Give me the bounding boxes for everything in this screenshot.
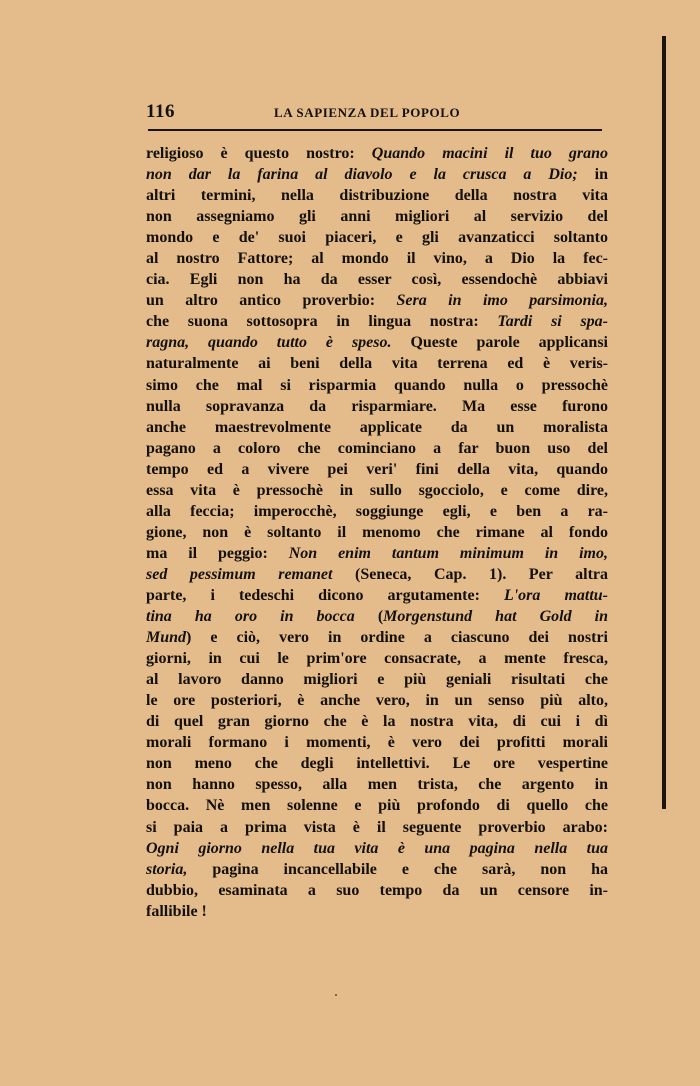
text-segment: ) e ciò, vero in ordine a ciascuno dei nostri [186,629,608,647]
text-segment: che suona sottosopra in lingua nostra: [146,313,498,331]
text-line [146,606,608,627]
text-segment: alla feccia; imperocchè, soggiunge egli, e ben a ra- [146,502,608,520]
text-segment: di quel gran giorno che è la nostra vita, di cui i dì [146,713,608,731]
text-line [146,185,608,206]
italic-segment: sed pessimum remanet [146,565,333,583]
text-line [146,648,608,669]
text-segment: non hanno spesso, alla men trista, che argento in [146,776,608,794]
text-segment: gione, non è soltanto il menomo che rimane al fondo [146,523,608,541]
text-line [146,774,608,795]
text-segment: naturalmente ai beni della vita terrena ed è veris- [146,355,608,373]
text-segment: le ore posteriori, è anche vero, in un senso più alto, [146,692,608,710]
text-line [146,417,608,438]
text-segment: nulla sopravanza da risparmiare. Ma esse furono [146,397,608,415]
text-line [146,901,608,922]
italic-segment: Ogni giorno nella tua vita è una pagina nella tua [146,839,608,857]
text-segment: bocca. Nè men solenne e più profondo di quello che [146,797,608,815]
text-line [146,353,608,374]
running-title: LA SAPIENZA DEL POPOLO [274,105,461,120]
text-segment: non meno che degli intellettivi. Le ore vespertine [146,755,608,773]
text-line [146,206,608,227]
text-segment: fallibile ! [146,902,207,920]
page-number: 116 [146,101,175,122]
text-segment: parte, i tedeschi dicono argutamente: [146,586,504,604]
text-line [146,311,608,332]
text-segment: religioso è questo nostro: [146,145,372,162]
page-edge-shadow [662,36,666,806]
text-segment: ( [354,608,384,626]
text-line [146,501,608,522]
text-line [146,227,608,248]
text-line [146,269,608,290]
text-line [146,375,608,396]
text-line [146,690,608,711]
text-line [146,164,608,185]
text-segment: Queste parole applicansi [391,334,609,352]
italic-segment: Quando macini il tuo grano [371,145,609,162]
text-line [146,753,608,774]
text-segment: ma il peggio: [146,544,289,562]
text-line [146,627,608,648]
italic-segment: Non enim tantum minimum in imo, [288,544,608,562]
text-line [146,564,608,585]
text-line [146,880,608,901]
page-speck [335,994,337,996]
text-line [146,669,608,690]
text-line [146,732,608,753]
italic-segment: Sera in imo parsimonia, [396,292,608,310]
text-segment: pagano a coloro che cominciano a far buon uso del [146,439,608,457]
text-line [146,396,608,417]
italic-segment: L'ora mattu- [503,586,609,604]
italic-segment: tina ha oro in bocca [146,608,355,626]
text-line [146,859,608,880]
text-line [146,480,608,501]
text-segment: dubbio, esaminata a suo tempo da un censore in- [146,881,608,899]
text-segment: mondo e de' suoi piaceri, e gli avanzaticci soltanto [146,229,608,247]
body-text [146,143,608,922]
text-line [146,438,608,459]
text-line [146,459,608,480]
text-line [146,795,608,816]
text-line [146,711,608,732]
italic-segment: ragna, quando tutto è speso. [146,334,392,352]
page-edge-mark [662,797,666,809]
text-segment: essa vita è pressochè in sullo sgocciolo, e come dire, [146,481,608,499]
header-rule [148,129,602,131]
page-header [146,101,608,125]
text-segment: pagina incancellabile e che sarà, non ha [187,860,608,878]
italic-segment: Morgenstund hat Gold in [383,608,609,626]
text-line [146,290,608,311]
italic-segment: non dar la farina al diavolo e la crusca a Dio; [146,166,578,184]
text-segment: altri termini, nella distribuzione della nostra vita [146,187,608,205]
text-line [146,248,608,269]
text-line [146,543,608,564]
italic-segment: storia, [146,860,188,878]
text-line [146,522,608,543]
text-segment: al lavoro danno migliori e più geniali risultati che [146,671,608,689]
text-segment: cia. Egli non ha da esser così, essendochè abbiavi [146,271,608,289]
text-segment: tempo ed a vivere pei veri' fini della vita, quando [146,460,608,478]
text-segment: anche maestrevolmente applicate da un moralista [146,418,608,436]
text-segment: non assegniamo gli anni migliori al servizio del [146,208,608,226]
text-segment: in [577,166,609,184]
text-segment: un altro antico proverbio: [146,292,397,310]
text-segment: al nostro Fattore; al mondo il vino, a Dio la fec- [146,250,608,268]
text-segment: si paia a prima vista è il seguente proverbio arabo: [146,818,608,836]
text-line [146,332,608,353]
text-segment: simo che mal si risparmia quando nulla o pressochè [146,376,608,394]
italic-segment: Tardi si spa- [497,313,609,331]
text-segment: giorni, in cui le prim'ore consacrate, a mente fresca, [146,650,608,668]
text-line [146,817,608,838]
text-segment: morali formano i momenti, è vero dei profitti morali [146,734,608,752]
italic-segment: Mund [146,629,187,647]
text-segment: (Seneca, Cap. 1). Per altra [332,565,608,583]
text-line [146,838,608,859]
text-line [146,585,608,606]
text-line [146,143,608,164]
